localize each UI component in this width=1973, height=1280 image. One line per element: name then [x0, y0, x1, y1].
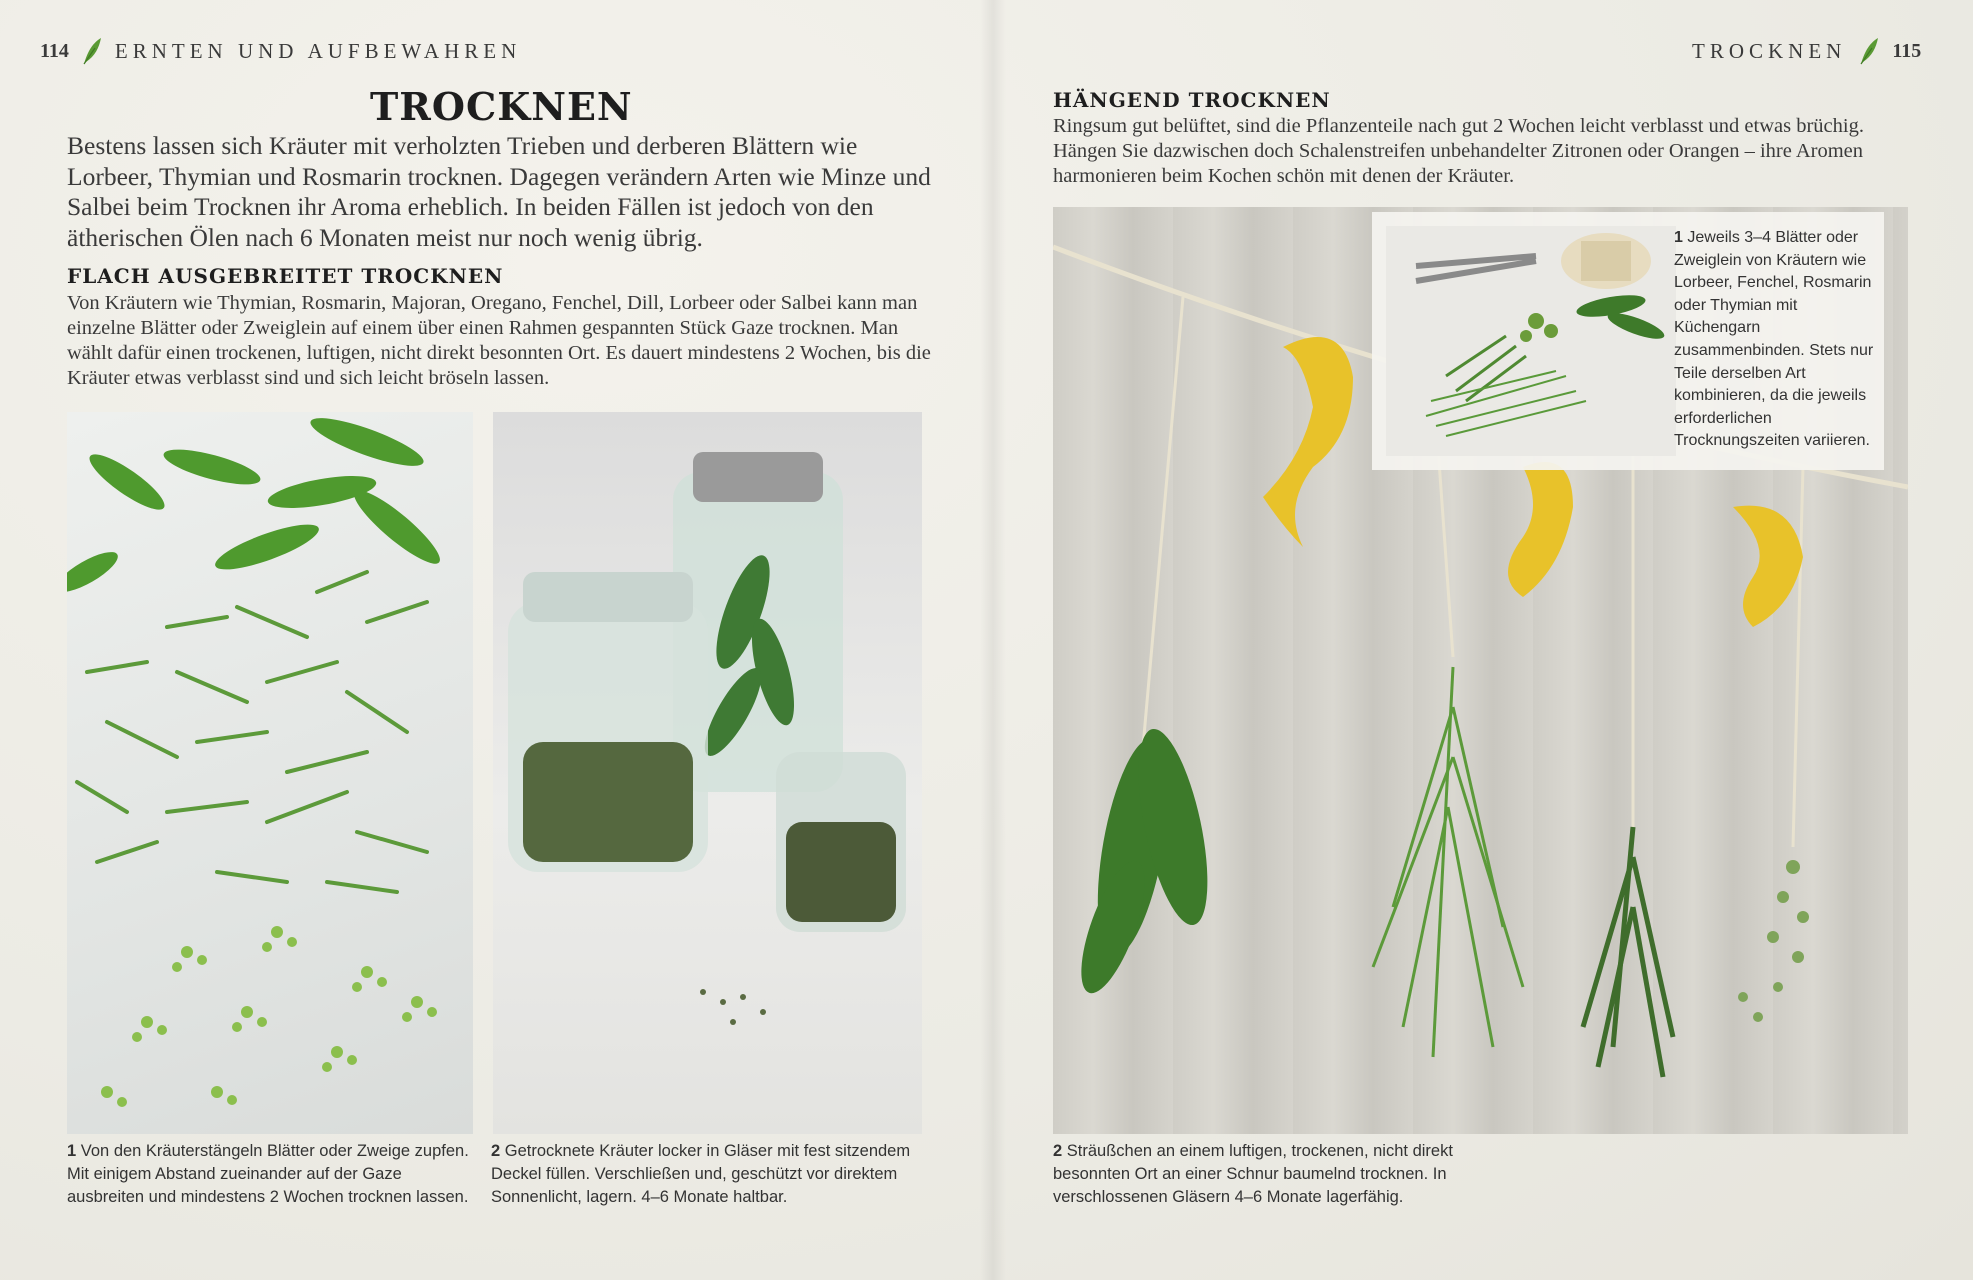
inset-caption: [1674, 227, 1874, 453]
caption-2-left: [491, 1140, 931, 1209]
photo-bundling-herbs: [1386, 226, 1676, 456]
caption-text: Von den Kräuterstängeln Blätter oder Zweige zupfen. Mit einigem Abstand zueinander auf der Gaze ausbreiten und mindestens 2 Wochen trocknen lassen.: [67, 1142, 469, 1206]
caption-text: Sträußchen an einem luftigen, trockenen, nicht direkt besonnten Ort an einer Schnur baumelnd trocknen. In verschlossenen Gläsern 4–6 Monate lagerfähig.: [1053, 1142, 1453, 1206]
section-body-flat: Von Kräutern wie Thymian, Rosmarin, Majoran, Oregano, Fenchel, Dill, Lorbeer oder Salbei kann man einzelne Blätter oder Zweiglein auf einem über einen Rahmen gespannten Stück Gaze trocknen. Man wählt dafür einen trockenen, luftigen, nicht direkt besonnten Ort. Es dauert mindestens 2 Wochen, bis die Kräuter etwas verblasst sind und sich leicht bröseln lassen.: [67, 292, 931, 389]
section-heading-hanging: HÄNGEND TROCKNEN: [1053, 88, 1331, 112]
intro-paragraph: Bestens lassen sich Kräuter mit verholzten Trieben und derberen Blättern wie Lorbeer, Thymian und Rosmarin trocknen. Dagegen verändern Arten wie Minze und Salbei beim Trocknen ihr Aroma erheblich. In beiden Fällen ist jedoch von den ätherischen Ölen nach 6 Monaten meist nur noch wenig übrig.: [67, 131, 931, 252]
right-page-number: 115: [1892, 39, 1922, 62]
section-heading-flat: FLACH AUSGEBREITET TROCKNEN: [67, 264, 504, 288]
caption-number: 2: [491, 1142, 501, 1160]
right-running-head-text: TROCKNEN: [1692, 38, 1847, 63]
left-running-head: [40, 36, 521, 66]
left-page-number: 114: [40, 39, 69, 62]
leaf-icon: [1858, 36, 1880, 66]
caption-number: 2: [1053, 1142, 1063, 1160]
photo-herbs-on-gauze: [67, 412, 473, 1134]
caption-number: 1: [67, 1142, 77, 1160]
book-gutter: [980, 0, 1006, 1280]
section-body-hanging: Ringsum gut belüftet, sind die Pflanzenteile nach gut 2 Wochen leicht verblasst und etwas brüchig. Hängen Sie dazwischen doch Schalenstreifen unbehandelter Zitronen oder Orangen – ihre Aromen harmonieren beim Kochen schön mit denen der Kräuter.: [1053, 115, 1864, 187]
caption-2-right: [1053, 1140, 1473, 1209]
caption-text: Getrocknete Kräuter locker in Gläser mit fest sitzendem Deckel füllen. Verschließen und, geschützt vor direktem Sonnenlicht, lagern. 4–6 Monate haltbar.: [491, 1142, 911, 1206]
caption-1-left: [67, 1140, 477, 1209]
leaf-icon: [81, 36, 103, 66]
left-running-head-text: ERNTEN UND AUFBEWAHREN: [114, 38, 522, 63]
caption-text: Jeweils 3–4 Blätter oder Zweiglein von Kräutern wie Lorbeer, Fenchel, Rosmarin oder Thymian mit Küchengarn zusammenbinden. Stets nur Teile derselben Art kombinieren, da die jeweils erforderlichen Trocknungszeiten variieren.: [1674, 229, 1874, 450]
caption-number: 1: [1674, 229, 1683, 246]
page-title: TROCKNEN: [370, 84, 633, 129]
photo-herb-jars: [493, 412, 922, 1134]
right-running-head: [1692, 36, 1921, 66]
